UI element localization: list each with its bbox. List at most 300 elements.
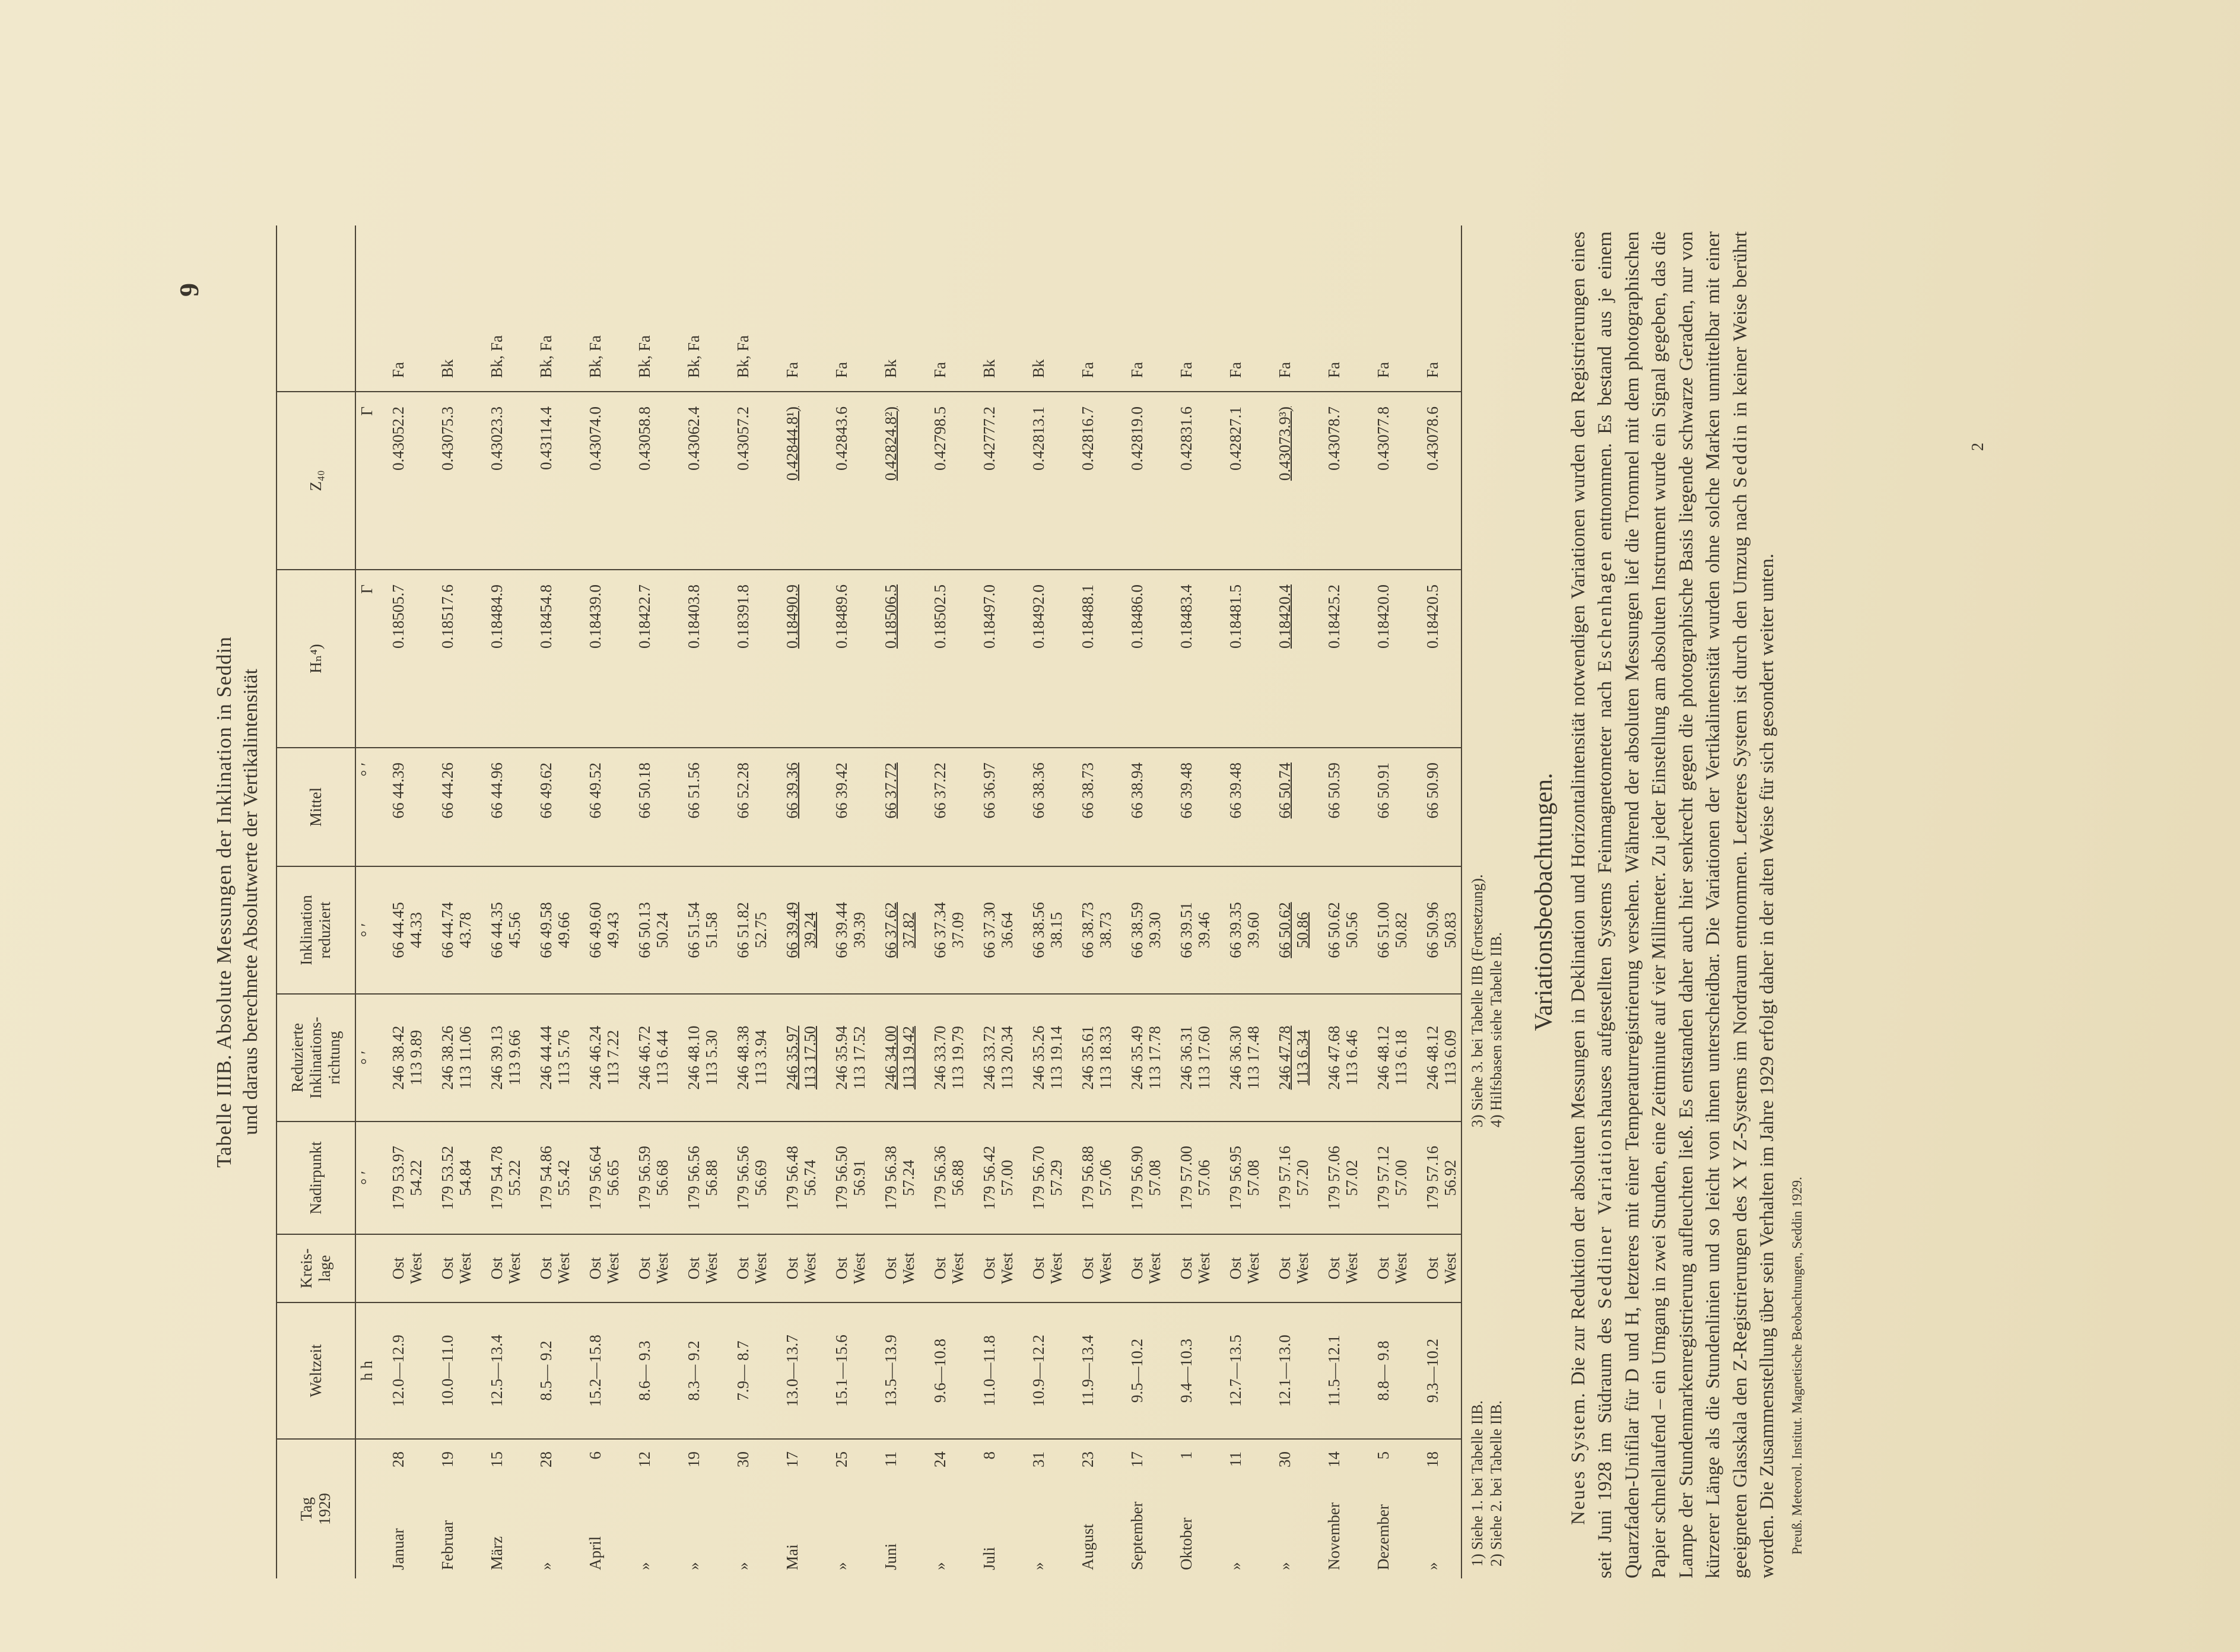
cell-observer (377, 225, 427, 392)
cell-nadirpunkt (821, 1122, 870, 1234)
unit-inklination: ° ′ (355, 866, 377, 994)
cell-z40-value: 0.43062.4 (684, 406, 703, 471)
header-z40: Z₄₀ (277, 392, 355, 570)
cell-nadirpunkt (1264, 1122, 1313, 1234)
cell-tag-value: » (635, 1562, 653, 1570)
cell-z40-value: 0.43058.8 (635, 406, 653, 471)
cell-mittel (968, 748, 1018, 866)
cell-kreislage (919, 1234, 968, 1302)
table-row (870, 225, 919, 1578)
cell-nadirpunkt (574, 1122, 624, 1234)
cell-mittel (1264, 748, 1313, 866)
cell-weltzeit (1116, 1302, 1165, 1439)
cell-hn (722, 570, 771, 748)
cell-richtung (1067, 994, 1116, 1122)
cell-inklination (624, 866, 673, 994)
cell-kreislage-value: Ost (930, 1257, 949, 1280)
cell-z40 (624, 392, 673, 570)
cell-z40-value: 0.42831.6 (1177, 406, 1195, 471)
table-row (919, 225, 968, 1578)
cell-kreislage-value: West (1391, 1252, 1410, 1285)
cell-day-value: 11 (1226, 1451, 1244, 1467)
cell-z40-value: 0.42843.6 (832, 406, 850, 471)
cell-nadirpunkt (722, 1122, 771, 1234)
cell-inklination-value: 50.24 (653, 912, 671, 948)
cell-kreislage-value: West (1441, 1252, 1459, 1285)
cell-z40 (968, 392, 1018, 570)
cell-nadirpunkt (624, 1122, 673, 1234)
cell-richtung (919, 994, 968, 1122)
cell-richtung-value: 246 36.31 (1177, 1025, 1195, 1090)
cell-weltzeit-value: 10.9—12.2 (1029, 1335, 1047, 1407)
cell-richtung-value: 246 34.00 (881, 1025, 900, 1090)
cell-observer (1116, 225, 1165, 392)
cell-kreislage-value: Ost (1324, 1257, 1343, 1280)
cell-hn (821, 570, 870, 748)
cell-hn-value: 0.18484.9 (487, 584, 506, 649)
cell-kreislage (1215, 1234, 1264, 1302)
cell-inklination (870, 866, 919, 994)
cell-observer (1165, 225, 1215, 392)
cell-z40-value: 0.42798.5 (930, 406, 949, 471)
cell-richtung (427, 994, 476, 1122)
unit-hours: h h (355, 1302, 377, 1439)
cell-kreislage-value: Ost (980, 1257, 998, 1280)
cell-kreislage-value: Ost (1275, 1257, 1294, 1280)
cell-weltzeit-value: 12.7—13.5 (1226, 1335, 1244, 1407)
cell-nadirpunkt-value: 55.22 (505, 1159, 523, 1196)
cell-tag-value: Oktober (1177, 1517, 1195, 1570)
cell-inklination-value: 39.30 (1145, 912, 1164, 948)
cell-inklination (968, 866, 1018, 994)
cell-richtung (624, 994, 673, 1122)
cell-weltzeit-value: 15.2—15.8 (586, 1335, 604, 1407)
cell-hn-value: 0.18490.9 (783, 584, 801, 649)
cell-z40 (1018, 392, 1067, 570)
cell-nadirpunkt (1313, 1122, 1362, 1234)
cell-richtung-value: 113 19.79 (948, 1026, 967, 1089)
cell-nadirpunkt-value: 57.20 (1293, 1159, 1311, 1196)
cell-observer-value: Fa (1324, 362, 1343, 378)
cell-tag (870, 1439, 919, 1578)
cell-z40-value: 0.42824.8²) (881, 406, 900, 481)
cell-inklination (574, 866, 624, 994)
cell-hn-value: 0.18454.8 (536, 584, 555, 649)
cell-kreislage-value: West (751, 1252, 770, 1285)
cell-nadirpunkt-value: 56.88 (702, 1159, 720, 1196)
cell-kreislage-value: Ost (1127, 1257, 1146, 1280)
cell-hn (476, 570, 525, 748)
cell-observer-value: Bk, Fa (733, 335, 752, 378)
cell-observer (1264, 225, 1313, 392)
cell-tag-value: März (487, 1536, 506, 1570)
cell-weltzeit (427, 1302, 476, 1439)
cell-mittel (427, 748, 476, 866)
cell-kreislage (968, 1234, 1018, 1302)
cell-kreislage (476, 1234, 525, 1302)
cell-nadirpunkt-value: 57.08 (1244, 1159, 1262, 1196)
cell-inklination (427, 866, 476, 994)
cell-z40 (476, 392, 525, 570)
cell-hn-value: 0.18492.0 (1029, 584, 1047, 649)
cell-z40-value: 0.43052.2 (389, 406, 407, 471)
cell-weltzeit-value: 11.9—13.4 (1078, 1335, 1097, 1407)
cell-richtung-value: 113 19.14 (1047, 1026, 1065, 1089)
cell-kreislage (1313, 1234, 1362, 1302)
cell-kreislage (1264, 1234, 1313, 1302)
cell-tag (1362, 1439, 1412, 1578)
cell-kreislage-value: Ost (389, 1257, 407, 1280)
cell-nadirpunkt-value: 57.29 (1047, 1159, 1065, 1196)
cell-nadirpunkt-value: 57.08 (1145, 1159, 1164, 1196)
cell-mittel (1067, 748, 1116, 866)
table-row (968, 225, 1018, 1578)
cell-mittel-value: 66 44.96 (487, 763, 506, 819)
cell-z40 (870, 392, 919, 570)
cell-mittel-value: 66 38.36 (1029, 763, 1047, 819)
cell-inklination-value: 51.58 (702, 912, 720, 948)
cell-hn-value: 0.18439.0 (586, 584, 604, 649)
cell-kreislage (377, 1234, 427, 1302)
cell-nadirpunkt (1067, 1122, 1116, 1234)
cell-day-value: 19 (684, 1451, 703, 1467)
cell-nadirpunkt-value: 57.06 (1096, 1159, 1114, 1196)
cell-mittel-value: 66 50.90 (1423, 763, 1441, 819)
cell-mittel (476, 748, 525, 866)
cell-weltzeit (1313, 1302, 1362, 1439)
cell-weltzeit-value: 10.0—11.0 (438, 1335, 456, 1407)
cell-kreislage-value: Ost (684, 1257, 703, 1280)
paragraph-lead: Neues System. (1567, 1392, 1589, 1525)
cell-observer-value: Fa (1078, 362, 1097, 378)
cell-z40 (1264, 392, 1313, 570)
cell-kreislage (722, 1234, 771, 1302)
cell-tag (427, 1439, 476, 1578)
cell-mittel-value: 66 44.26 (438, 763, 456, 819)
cell-inklination-value: 44.33 (406, 912, 425, 948)
cell-nadirpunkt (427, 1122, 476, 1234)
cell-mittel (1313, 748, 1362, 866)
cell-nadirpunkt-value: 179 56.59 (635, 1146, 653, 1210)
cell-inklination-value: 66 51.82 (733, 902, 752, 958)
cell-tag-value: » (832, 1562, 850, 1570)
cell-hn-value: 0.18403.8 (684, 584, 703, 649)
cell-z40 (427, 392, 476, 570)
unit-mittel: ° ′ (355, 748, 377, 866)
cell-mittel-value: 66 49.62 (536, 763, 555, 819)
cell-nadirpunkt-value: 54.84 (456, 1159, 474, 1196)
cell-weltzeit-value: 9.6—10.8 (930, 1339, 949, 1403)
cell-nadirpunkt-value: 179 56.90 (1127, 1146, 1146, 1210)
cell-hn-value: 0.18517.6 (438, 584, 456, 649)
cell-kreislage-value: Ost (536, 1257, 555, 1280)
cell-observer-value: Fa (783, 362, 801, 378)
cell-kreislage-value: Ost (1374, 1257, 1392, 1280)
cell-tag-value: » (1423, 1562, 1441, 1570)
cell-mittel-value: 66 52.28 (733, 763, 752, 819)
cell-mittel-value: 66 50.18 (635, 763, 653, 819)
cell-richtung-value: 246 33.70 (930, 1025, 949, 1090)
cell-weltzeit (624, 1302, 673, 1439)
cell-nadirpunkt-value: 179 56.56 (733, 1146, 752, 1210)
cell-inklination-value: 66 44.35 (487, 902, 506, 958)
cell-observer (821, 225, 870, 392)
cell-tag-value: » (1275, 1562, 1294, 1570)
cell-nadirpunkt-value: 54.22 (406, 1159, 425, 1196)
cell-inklination-value: 39.46 (1194, 912, 1213, 948)
cell-inklination (476, 866, 525, 994)
table-row (574, 225, 624, 1578)
table-row (1362, 225, 1412, 1578)
cell-kreislage-value: Ost (1423, 1257, 1441, 1280)
cell-weltzeit (673, 1302, 722, 1439)
footnotes (1468, 225, 1508, 1578)
cell-tag (1165, 1439, 1215, 1578)
cell-weltzeit (574, 1302, 624, 1439)
cell-kreislage (771, 1234, 821, 1302)
cell-weltzeit (377, 1302, 427, 1439)
table-row (476, 225, 525, 1578)
table-row (1116, 225, 1165, 1578)
cell-hn-value: 0.18420.0 (1374, 584, 1392, 649)
cell-nadirpunkt (525, 1122, 574, 1234)
cell-weltzeit (870, 1302, 919, 1439)
cell-inklination (722, 866, 771, 994)
table-row (525, 225, 574, 1578)
cell-richtung (771, 994, 821, 1122)
cell-kreislage-value: West (1096, 1252, 1114, 1285)
cell-nadirpunkt-value: 56.68 (653, 1159, 671, 1196)
cell-kreislage-value: Ost (881, 1257, 900, 1280)
cell-kreislage-value: Ost (1078, 1257, 1097, 1280)
cell-mittel-value: 66 50.91 (1374, 763, 1392, 819)
cell-mittel (722, 748, 771, 866)
cell-richtung-value: 113 6.34 (1293, 1030, 1311, 1086)
cell-mittel (1018, 748, 1067, 866)
unit-nadir: ° ′ (355, 1122, 377, 1234)
cell-hn (870, 570, 919, 748)
cell-mittel (377, 748, 427, 866)
cell-day-value: 14 (1324, 1451, 1343, 1467)
table-title: Tabelle IIIB. Absolute Messungen der Inklination in Seddin (212, 636, 236, 1168)
cell-mittel (673, 748, 722, 866)
cell-kreislage (673, 1234, 722, 1302)
cell-z40-value: 0.43074.0 (586, 406, 604, 471)
cell-richtung-value: 113 6.44 (653, 1030, 671, 1086)
cell-mittel-value: 66 36.97 (980, 763, 998, 819)
cell-mittel (1362, 748, 1412, 866)
cell-richtung-value: 113 6.09 (1441, 1030, 1459, 1086)
cell-tag (624, 1439, 673, 1578)
cell-weltzeit (1362, 1302, 1412, 1439)
cell-mittel-value: 66 39.42 (832, 763, 850, 819)
cell-hn (771, 570, 821, 748)
cell-nadirpunkt-value: 179 54.86 (536, 1146, 555, 1210)
cell-z40 (673, 392, 722, 570)
cell-nadirpunkt-value: 179 56.48 (783, 1146, 801, 1210)
table-row (427, 225, 476, 1578)
cell-weltzeit (919, 1302, 968, 1439)
cell-inklination-value: 49.66 (554, 912, 573, 948)
cell-nadirpunkt-value: 179 56.56 (684, 1146, 703, 1210)
cell-inklination-value: 50.56 (1342, 912, 1361, 948)
cell-day-value: 31 (1029, 1451, 1047, 1467)
cell-hn-value: 0.18505.7 (389, 584, 407, 649)
header-observer (277, 225, 355, 392)
cell-richtung (1313, 994, 1362, 1122)
cell-mittel (1165, 748, 1215, 866)
cell-tag-value: » (1226, 1562, 1244, 1570)
cell-tag-value: April (586, 1536, 604, 1570)
header-hn: Hₙ⁴) (277, 570, 355, 748)
cell-hn-value: 0.18506.5 (881, 584, 900, 649)
cell-observer-value: Bk (980, 359, 998, 378)
cell-mittel (525, 748, 574, 866)
cell-richtung-value: 246 35.61 (1078, 1025, 1097, 1090)
cell-richtung-value: 246 38.42 (389, 1025, 407, 1090)
cell-mittel (919, 748, 968, 866)
cell-nadirpunkt-value: 179 56.95 (1226, 1146, 1244, 1210)
cell-richtung-value: 246 35.97 (783, 1025, 801, 1090)
cell-observer-value: Fa (832, 362, 850, 378)
cell-day-value: 30 (1275, 1451, 1294, 1467)
cell-nadirpunkt (673, 1122, 722, 1234)
cell-z40-value: 0.43073.9³) (1275, 406, 1294, 481)
cell-weltzeit-value: 12.0—12.9 (389, 1335, 407, 1407)
cell-kreislage-value: West (1145, 1252, 1164, 1285)
cell-tag-value: Februar (438, 1520, 456, 1570)
cell-nadirpunkt (1116, 1122, 1165, 1234)
cell-inklination-value: 66 39.35 (1226, 902, 1244, 958)
cell-observer-value: Bk, Fa (487, 335, 506, 378)
cell-nadirpunkt-value: 179 56.42 (980, 1146, 998, 1210)
cell-tag (1313, 1439, 1362, 1578)
cell-z40 (574, 392, 624, 570)
cell-weltzeit-value: 11.0—11.8 (980, 1335, 998, 1406)
cell-hn (427, 570, 476, 748)
cell-richtung-value: 246 35.94 (832, 1025, 850, 1090)
cell-mittel-value: 66 51.56 (684, 763, 703, 819)
cell-richtung-value: 246 47.78 (1275, 1025, 1294, 1090)
cell-day-value: 12 (635, 1451, 653, 1467)
cell-kreislage (1116, 1234, 1165, 1302)
unit-z40: Γ (355, 392, 377, 570)
cell-inklination-value: 66 39.49 (783, 902, 801, 958)
cell-weltzeit (821, 1302, 870, 1439)
cell-inklination (1362, 866, 1412, 994)
cell-observer (1215, 225, 1264, 392)
cell-day-value: 28 (536, 1451, 555, 1467)
unit-richtung: ° ′ (355, 994, 377, 1122)
cell-observer (476, 225, 525, 392)
cell-inklination-value: 50.83 (1441, 912, 1459, 948)
cell-richtung (722, 994, 771, 1122)
cell-inklination (525, 866, 574, 994)
cell-kreislage-value: Ost (635, 1257, 653, 1280)
cell-kreislage-value: West (603, 1252, 622, 1285)
cell-observer-value: Fa (1374, 362, 1392, 378)
footnote-2: 2) Siehe 2. bei Tabelle IIB. (1487, 1400, 1505, 1567)
cell-day-value: 30 (733, 1451, 752, 1467)
cell-hn-value: 0.18483.4 (1177, 584, 1195, 649)
cell-observer-value: Fa (1423, 362, 1441, 378)
cell-richtung-value: 113 17.50 (800, 1026, 819, 1089)
cell-inklination-value: 66 38.59 (1127, 902, 1146, 958)
cell-hn (525, 570, 574, 748)
cell-inklination (919, 866, 968, 994)
cell-observer-value: Fa (1127, 362, 1146, 378)
cell-inklination-value: 49.43 (603, 912, 622, 948)
cell-richtung-value: 246 33.72 (980, 1025, 998, 1090)
cell-richtung-value: 113 20.34 (997, 1026, 1016, 1089)
cell-richtung (870, 994, 919, 1122)
cell-kreislage-value: West (1194, 1252, 1213, 1285)
cell-richtung (1165, 994, 1215, 1122)
table-row (1018, 225, 1067, 1578)
cell-z40 (821, 392, 870, 570)
cell-mittel (870, 748, 919, 866)
table-row (722, 225, 771, 1578)
cell-tag (1116, 1439, 1165, 1578)
cell-kreislage-value: West (1342, 1252, 1361, 1285)
cell-hn-value: 0.18425.2 (1324, 584, 1343, 649)
cell-hn (574, 570, 624, 748)
cell-tag-value: Januar (389, 1528, 407, 1570)
cell-richtung (525, 994, 574, 1122)
cell-z40-value: 0.42777.2 (980, 406, 998, 471)
cell-kreislage-value: West (997, 1252, 1016, 1285)
cell-observer (771, 225, 821, 392)
cell-hn (673, 570, 722, 748)
unit-row (355, 225, 377, 1578)
cell-hn (377, 570, 427, 748)
cell-weltzeit (722, 1302, 771, 1439)
cell-hn-value: 0.18486.0 (1127, 584, 1146, 649)
cell-nadirpunkt (1412, 1122, 1461, 1234)
cell-hn (1215, 570, 1264, 748)
cell-richtung-value: 113 3.94 (751, 1030, 770, 1086)
cell-inklination-value: 38.15 (1047, 912, 1065, 948)
cell-observer-value: Bk, Fa (536, 335, 555, 378)
cell-nadirpunkt-value: 56.88 (948, 1159, 967, 1196)
cell-mittel (1215, 748, 1264, 866)
cell-observer (1412, 225, 1461, 392)
cell-richtung-value: 113 18.33 (1096, 1026, 1114, 1089)
cell-weltzeit (525, 1302, 574, 1439)
table-header-row (277, 225, 355, 1578)
cell-nadirpunkt-value: 179 56.38 (881, 1146, 900, 1210)
cell-inklination (377, 866, 427, 994)
cell-richtung-value: 246 47.68 (1324, 1025, 1343, 1090)
cell-richtung-value: 246 38.26 (438, 1025, 456, 1090)
cell-richtung-value: 113 17.60 (1194, 1026, 1213, 1089)
cell-hn-value: 0.18497.0 (980, 584, 998, 649)
cell-mittel-value: 66 49.52 (586, 763, 604, 819)
table-row (1215, 225, 1264, 1578)
cell-richtung (574, 994, 624, 1122)
cell-inklination-value: 37.82 (899, 912, 917, 948)
cell-mittel-value: 66 50.74 (1275, 763, 1294, 819)
cell-weltzeit-value: 12.1—13.0 (1275, 1335, 1294, 1407)
cell-nadirpunkt-value: 57.00 (997, 1159, 1016, 1196)
footnote-3: 3) Siehe 3. bei Tabelle IIB (Fortsetzung). (1468, 874, 1486, 1127)
table-row (1264, 225, 1313, 1578)
cell-observer-value: Fa (1226, 362, 1244, 378)
cell-weltzeit (1215, 1302, 1264, 1439)
signature-mark: 2 (1969, 443, 1987, 451)
cell-richtung-value: 246 48.38 (733, 1025, 752, 1090)
cell-nadirpunkt-value: 57.02 (1342, 1159, 1361, 1196)
